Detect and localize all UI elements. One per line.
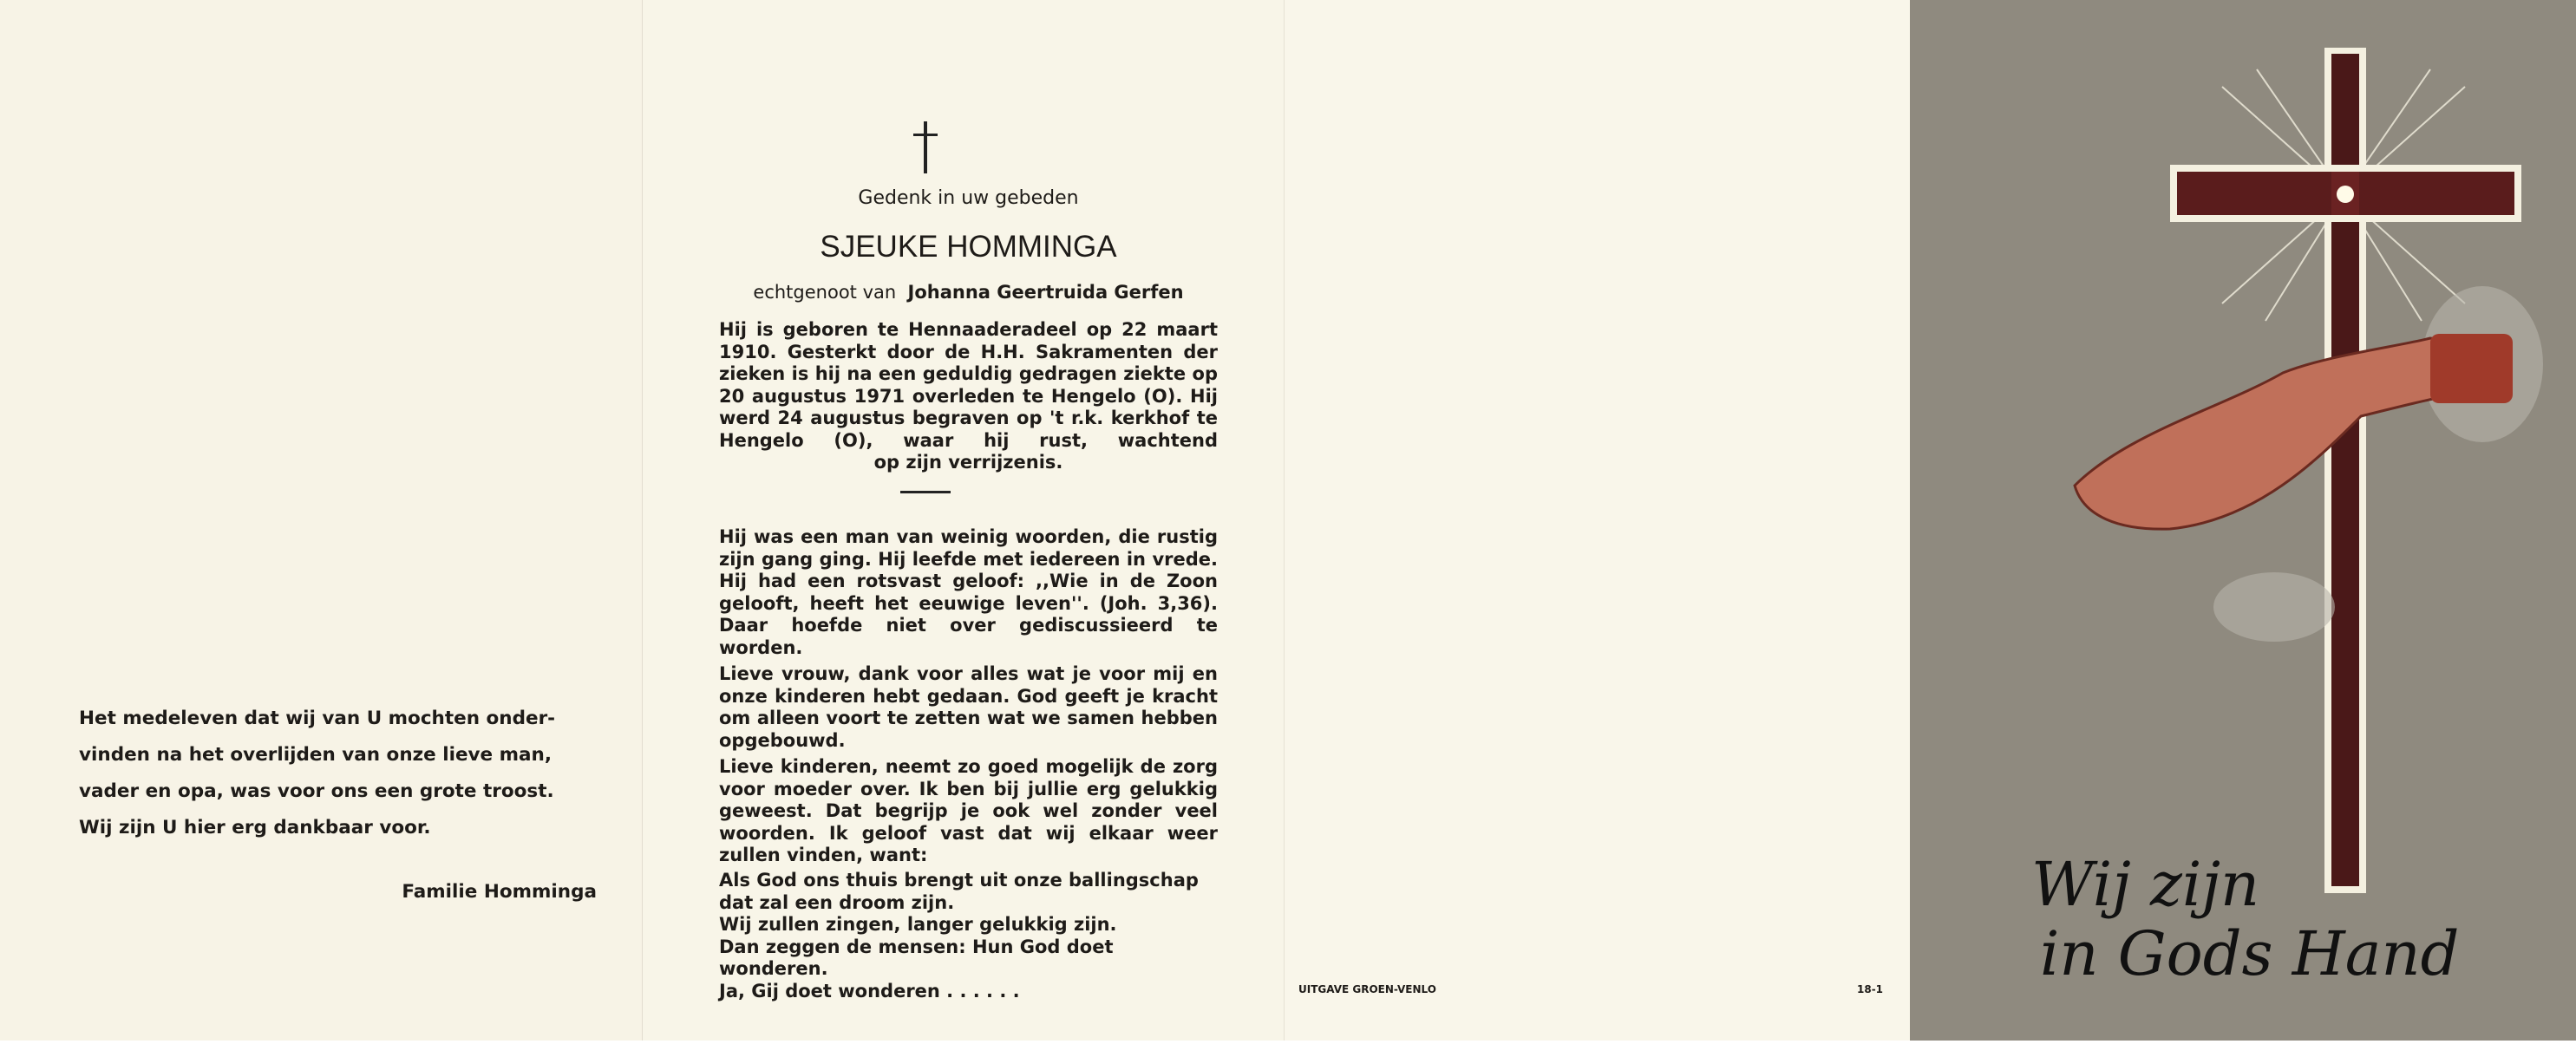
paragraph-2: Lieve vrouw, dank voor alles wat je voor mij en onze kinderen hebt gedaan. God geeft je kracht om alleen voort te zetten wat we samen hebben opgebouwd. — [719, 663, 1218, 751]
thanks-message — [79, 701, 599, 846]
poem-line: Als God ons thuis brengt uit onze ballingschap — [719, 870, 1199, 891]
paragraph-3: Lieve kinderen, neemt zo goed mogelijk de zorg voor moeder over. Ik ben bij jullie erg gelukkig geweest. Dat begrijp je ook wel zonder veel woorden. Ik geloof vast dat wij elkaar weer zullen vinden, want: — [719, 756, 1218, 865]
thanks-panel — [0, 0, 642, 1041]
heading: Gedenk in uw gebeden — [858, 187, 1079, 209]
family-signature: Familie Homminga — [402, 881, 597, 903]
card-code: 18-1 — [1857, 983, 1884, 995]
thanks-line: vader en opa, was voor ons een grote troost. — [79, 780, 554, 802]
poem-line: Wij zullen zingen, langer gelukkig zijn. — [719, 914, 1117, 935]
spouse-prefix: echtgenoot van — [753, 282, 897, 303]
hand-icon — [2075, 334, 2513, 529]
divider — [900, 491, 951, 493]
paragraph-1: Hij was een man van weinig woorden, die rustig zijn gang ging. Hij leefde met iedereen in vrede. Hij had een rotsvast geloof: ,,Wie in de Zoon gelooft, heeft het eeuwige leven''. (Joh. 3,36). Daar hoefde niet over gediscussieerd te worden. — [719, 526, 1218, 658]
thanks-line: vinden na het overlijden van onze lieve man, — [79, 744, 552, 766]
blank-panel — [1284, 0, 1911, 1041]
memorial-panel — [642, 0, 1285, 1041]
cover-panel — [1910, 0, 2576, 1041]
poem — [719, 870, 1218, 1002]
thanks-line: Het medeleven dat wij van U mochten onder- — [79, 708, 556, 729]
publisher: UITGAVE GROEN-VENLO — [1298, 983, 1436, 995]
thanks-line: Wij zijn U hier erg dankbaar voor. — [79, 817, 431, 838]
cross-icon — [924, 121, 927, 173]
spouse-name: Johanna Geertruida Gerfen — [907, 282, 1184, 303]
poem-line: dat zal een droom zijn. — [719, 891, 955, 913]
poem-line: Ja, Gij doet wonderen . . . . . . — [719, 980, 1020, 1002]
script-line-1: Wij zijn — [2031, 849, 2260, 920]
deceased-name: SJEUKE HOMMINGA — [820, 230, 1117, 264]
poem-line: Dan zeggen de mensen: Hun God doet wonderen. — [719, 936, 1114, 979]
bio: Hij is geboren te Hennaaderadeel op 22 maart 1910. Gesterkt door de H.H. Sakramenten der zieken is hij na een geduldig gedragen ziekte op 20 augustus 1971 overleden te Hengelo (O). Hij werd 24 augustus begraven op 't r.k. kerkhof te Hengelo (O), waar hij rust, wachtend — [719, 319, 1218, 451]
bio-last: op zijn verrijzenis. — [873, 452, 1063, 473]
spouse-line — [719, 282, 1218, 304]
script-line-2: in Gods Hand — [2040, 918, 2460, 989]
